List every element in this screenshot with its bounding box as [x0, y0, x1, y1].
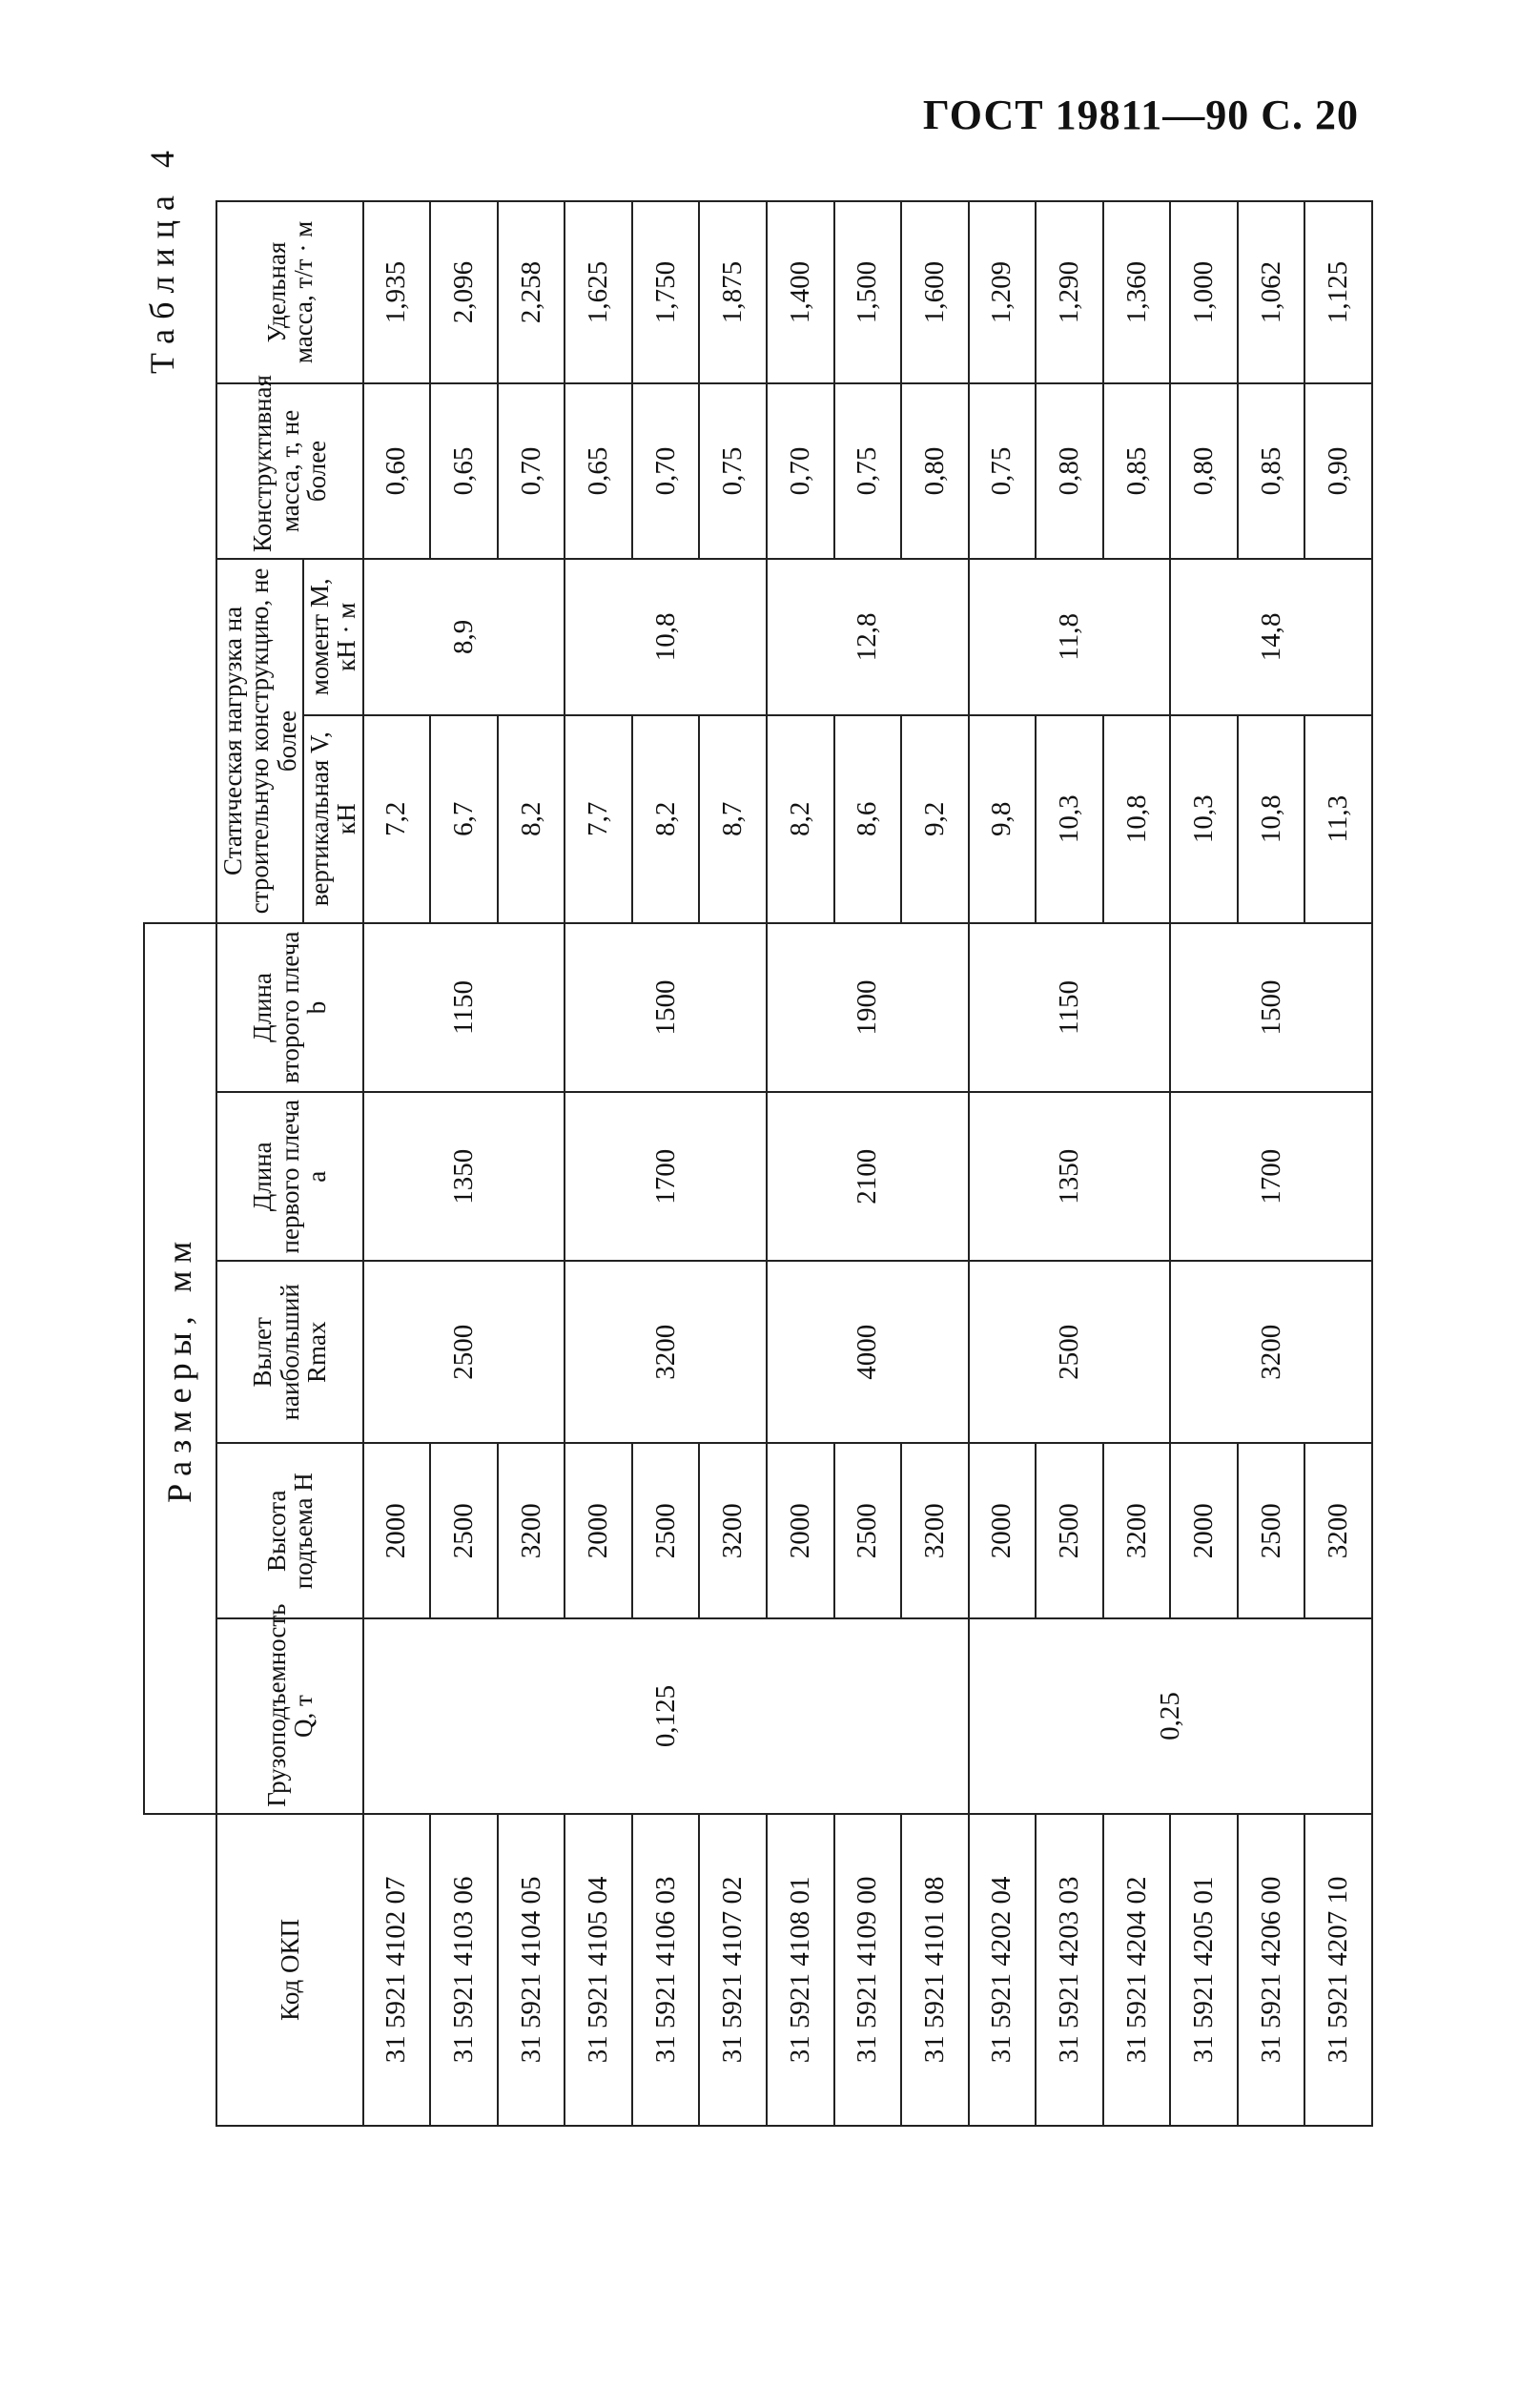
- cell-specific: 1,935: [363, 201, 431, 383]
- title-spacer: [144, 201, 216, 923]
- cell-specific: 1,500: [834, 201, 902, 383]
- cell-mass: 0,70: [767, 383, 834, 559]
- col-mass: Конструктивная масса, т, не более: [216, 383, 363, 559]
- cell-arm-b: 1500: [1170, 923, 1372, 1092]
- cell-specific: 1,125: [1304, 201, 1372, 383]
- cell-height: 2500: [632, 1443, 700, 1618]
- rotated-table-wrapper: [143, 200, 1373, 2127]
- table-row: [767, 201, 834, 2126]
- cell-mass: 0,85: [1103, 383, 1171, 559]
- cell-vertical: 10,3: [1170, 715, 1238, 923]
- cell-vertical: 8,7: [699, 715, 767, 923]
- sizes-title: Размеры, мм: [144, 923, 216, 1814]
- cell-vertical: 8,2: [498, 715, 565, 923]
- col-capacity: Грузоподъемность Q, т: [216, 1618, 363, 1814]
- cell-arm-a: 2100: [767, 1092, 969, 1261]
- cell-specific: 1,360: [1103, 201, 1171, 383]
- cell-code: 31 5921 4107 02: [699, 1814, 767, 2126]
- cell-reach: 3200: [1170, 1261, 1372, 1443]
- cell-vertical: 10,3: [1036, 715, 1103, 923]
- cell-capacity: 0,25: [969, 1618, 1372, 1814]
- col-arm-b: Длина второго плеча b: [216, 923, 363, 1092]
- cell-specific: 2,096: [430, 201, 498, 383]
- cell-vertical: 7,2: [363, 715, 431, 923]
- col-height: Высота подъема H: [216, 1443, 363, 1618]
- cell-code: 31 5921 4207 10: [1304, 1814, 1372, 2126]
- cell-specific: 1,600: [901, 201, 969, 383]
- table-row: [1170, 201, 1238, 2126]
- cell-code: 31 5921 4102 07: [363, 1814, 431, 2126]
- cell-specific: 1,625: [565, 201, 632, 383]
- cell-arm-a: 1700: [1170, 1092, 1372, 1261]
- cell-specific: 1,000: [1170, 201, 1238, 383]
- col-load-group: Статическая нагрузка на строительную конструкцию, не более: [216, 559, 303, 923]
- cell-vertical: 7,7: [565, 715, 632, 923]
- cell-moment: 12,8: [767, 559, 969, 715]
- cell-arm-b: 1500: [565, 923, 767, 1092]
- cell-mass: 0,75: [699, 383, 767, 559]
- cell-vertical: 8,6: [834, 715, 902, 923]
- cell-specific: 1,209: [969, 201, 1037, 383]
- cell-vertical: 6,7: [430, 715, 498, 923]
- cell-specific: 2,258: [498, 201, 565, 383]
- cell-arm-a: 1350: [969, 1092, 1171, 1261]
- cell-arm-b: 1150: [969, 923, 1171, 1092]
- cell-code: 31 5921 4103 06: [430, 1814, 498, 2126]
- cell-vertical: 11,3: [1304, 715, 1372, 923]
- cell-reach: 3200: [565, 1261, 767, 1443]
- cell-reach: 4000: [767, 1261, 969, 1443]
- cell-height: 2500: [834, 1443, 902, 1618]
- cell-height: 2000: [363, 1443, 431, 1618]
- table-row: [565, 201, 632, 2126]
- cell-arm-a: 1700: [565, 1092, 767, 1261]
- cell-vertical: 10,8: [1238, 715, 1305, 923]
- col-vertical: вертикальная V, кН: [303, 715, 363, 923]
- cell-mass: 0,65: [430, 383, 498, 559]
- specification-table: [143, 200, 1373, 2127]
- cell-code: 31 5921 4203 03: [1036, 1814, 1103, 2126]
- cell-mass: 0,80: [1170, 383, 1238, 559]
- col-reach: Вылет наибольший Rmax: [216, 1261, 363, 1443]
- cell-mass: 0,85: [1238, 383, 1305, 559]
- cell-reach: 2500: [969, 1261, 1171, 1443]
- cell-vertical: 10,8: [1103, 715, 1171, 923]
- cell-mass: 0,90: [1304, 383, 1372, 559]
- cell-arm-a: 1350: [363, 1092, 565, 1261]
- cell-mass: 0,80: [901, 383, 969, 559]
- cell-height: 2000: [1170, 1443, 1238, 1618]
- col-specific: Удельная масса, т/т · м: [216, 201, 363, 383]
- cell-mass: 0,80: [1036, 383, 1103, 559]
- cell-height: 3200: [1304, 1443, 1372, 1618]
- cell-height: 2500: [1036, 1443, 1103, 1618]
- cell-height: 2500: [430, 1443, 498, 1618]
- table-label-text: Таблица 4: [143, 141, 181, 374]
- cell-mass: 0,75: [834, 383, 902, 559]
- cell-mass: 0,75: [969, 383, 1037, 559]
- cell-code: 31 5921 4202 04: [969, 1814, 1037, 2126]
- code-header-spacer: [144, 1814, 216, 2126]
- cell-height: 3200: [901, 1443, 969, 1618]
- cell-height: 2000: [565, 1443, 632, 1618]
- cell-moment: 10,8: [565, 559, 767, 715]
- cell-height: 2000: [969, 1443, 1037, 1618]
- cell-capacity: 0,125: [363, 1618, 969, 1814]
- cell-arm-b: 1150: [363, 923, 565, 1092]
- cell-vertical: 9,2: [901, 715, 969, 923]
- cell-vertical: 8,2: [632, 715, 700, 923]
- cell-specific: 1,062: [1238, 201, 1305, 383]
- cell-code: 31 5921 4105 04: [565, 1814, 632, 2126]
- cell-height: 3200: [699, 1443, 767, 1618]
- cell-specific: 1,290: [1036, 201, 1103, 383]
- col-moment: момент M, кН · м: [303, 559, 363, 715]
- cell-height: 2000: [767, 1443, 834, 1618]
- cell-height: 2500: [1238, 1443, 1305, 1618]
- cell-mass: 0,60: [363, 383, 431, 559]
- cell-code: 31 5921 4109 00: [834, 1814, 902, 2126]
- cell-height: 3200: [1103, 1443, 1171, 1618]
- cell-code: 31 5921 4108 01: [767, 1814, 834, 2126]
- cell-height: 3200: [498, 1443, 565, 1618]
- cell-arm-b: 1900: [767, 923, 969, 1092]
- cell-mass: 0,70: [632, 383, 700, 559]
- col-code: Код ОКП: [216, 1814, 363, 2126]
- cell-code: 31 5921 4101 08: [901, 1814, 969, 2126]
- cell-code: 31 5921 4104 05: [498, 1814, 565, 2126]
- table-body: [363, 201, 1372, 2126]
- table-head: [144, 201, 363, 2126]
- cell-mass: 0,70: [498, 383, 565, 559]
- cell-code: 31 5921 4204 02: [1103, 1814, 1171, 2126]
- cell-vertical: 8,2: [767, 715, 834, 923]
- cell-mass: 0,65: [565, 383, 632, 559]
- cell-code: 31 5921 4206 00: [1238, 1814, 1305, 2126]
- table-row: [969, 201, 1037, 2126]
- table-row: [363, 201, 431, 2126]
- cell-specific: 1,875: [699, 201, 767, 383]
- page-header: ГОСТ 19811—90 С. 20: [922, 92, 1359, 138]
- cell-code: 31 5921 4205 01: [1170, 1814, 1238, 2126]
- cell-specific: 1,400: [767, 201, 834, 383]
- cell-vertical: 9,8: [969, 715, 1037, 923]
- cell-moment: 14,8: [1170, 559, 1372, 715]
- cell-moment: 8,9: [363, 559, 565, 715]
- cell-specific: 1,750: [632, 201, 700, 383]
- col-arm-a: Длина первого плеча a: [216, 1092, 363, 1261]
- cell-moment: 11,8: [969, 559, 1171, 715]
- cell-code: 31 5921 4106 03: [632, 1814, 700, 2126]
- cell-reach: 2500: [363, 1261, 565, 1443]
